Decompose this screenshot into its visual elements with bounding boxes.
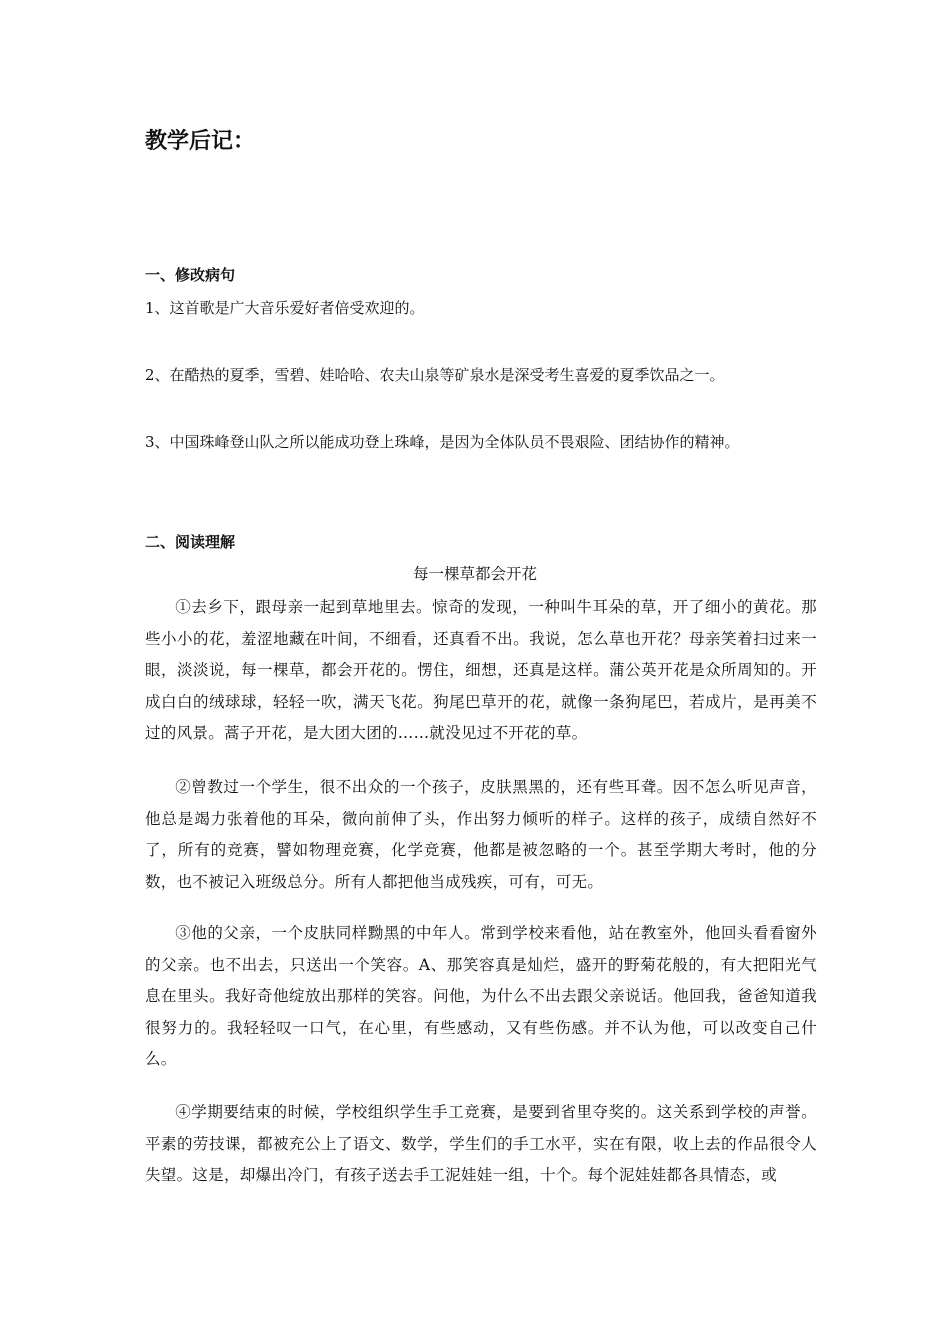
article-paragraph (145, 1097, 817, 1192)
section-1-title: 一、修改病句 (145, 266, 236, 284)
article-paragraph (145, 592, 817, 750)
article-paragraph (145, 918, 817, 1076)
paragraph-text: ④学期要结束的时候，学校组织学生手工竞赛，是要到省里夺奖的。这关系到学校的声誉。平素的劳技课，都被充公上了语文、数学，学生们的手工水平，实在有限，收上去的作品很令人失望。这是，却爆出冷门，有孩子送去手工泥娃娃一组，十个。每个泥娃娃都各具情态，或 (145, 1103, 817, 1185)
article-paragraph (145, 772, 817, 898)
revision-item-2: 2、在酷热的夏季，雪碧、娃哈哈、农夫山泉等矿泉水是深受考生喜爱的夏季饮品之一。 (145, 366, 725, 384)
revision-item-1: 1、这首歌是广大音乐爱好者倍受欢迎的。 (145, 299, 425, 317)
section-2-title: 二、阅读理解 (145, 533, 236, 551)
teaching-notes-heading: 教学后记： (145, 129, 256, 154)
paragraph-text: ①去乡下，跟母亲一起到草地里去。惊奇的发现，一种叫牛耳朵的草，开了细小的黄花。那些小小的花，羞涩地藏在叶间，不细看，还真看不出。我说，怎么草也开花？母亲笑着扫过来一眼，淡淡说，每一棵草，都会开花的。愣住，细想，还真是这样。蒲公英开花是众所周知的。开成白白的绒球球，轻轻一吹，满天飞花。狗尾巴草开的花，就像一条狗尾巴，若成片，是再美不过的风景。蒿子开花，是大团大团的……就没见过不开花的草。 (145, 598, 817, 743)
paragraph-text: ③他的父亲，一个皮肤同样黝黑的中年人。常到学校来看他，站在教室外，他回头看看窗外的父亲。也不出去，只送出一个笑容。A、那笑容真是灿烂，盛开的野菊花般的，有大把阳光气息在里头。我好奇他绽放出那样的笑容。问他，为什么不出去跟父亲说话。他回我，爸爸知道我很努力的。我轻轻叹一口气，在心里，有些感动，又有些伤感。并不认为他，可以改变自己什么。 (145, 924, 817, 1069)
revision-item-3: 3、中国珠峰登山队之所以能成功登上珠峰，是因为全体队员不畏艰险、团结协作的精神。 (145, 433, 740, 451)
paragraph-text: ②曾教过一个学生，很不出众的一个孩子，皮肤黑黑的，还有些耳聋。因不怎么听见声音，他总是竭力张着他的耳朵，微向前伸了头，作出努力倾听的样子。这样的孩子，成绩自然好不了，所有的竞赛，譬如物理竞赛，化学竞赛，他都是被忽略的一个。甚至学期大考时，他的分数，也不被记入班级总分。所有人都把他当成残疾，可有，可无。 (145, 778, 817, 891)
article-title: 每一棵草都会开花 (412, 565, 537, 583)
